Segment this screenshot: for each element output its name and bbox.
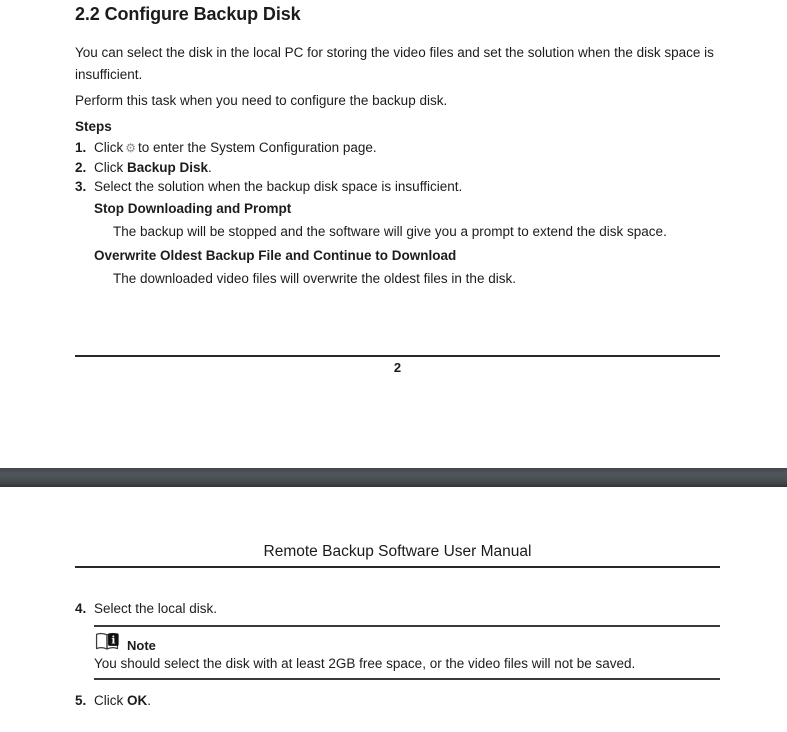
option-description: The downloaded video files will overwrite the oldest files in the disk. — [113, 271, 516, 286]
step-text: Click — [94, 160, 127, 175]
svg-text:i: i — [111, 634, 116, 647]
option-term: Stop Downloading and Prompt — [94, 201, 292, 216]
step-text: Select the local disk. — [94, 601, 218, 616]
note-book-icon — [94, 630, 125, 653]
steps-label: Steps — [75, 119, 112, 134]
step-text: Click — [94, 140, 124, 155]
note-bottom-rule — [94, 678, 720, 680]
note-text: You should select the disk with at least 2GB free space, or the video files will not be saved. — [94, 656, 636, 671]
section-heading: 2.2 Configure Backup Disk — [75, 4, 301, 24]
step-item-2 — [75, 158, 727, 177]
note-top-rule — [94, 625, 720, 627]
step-text: Select the solution when the backup disk space is insufficient. — [94, 179, 463, 194]
note-label: Note — [127, 638, 156, 653]
step-text: . — [147, 693, 152, 708]
step-number: 2. — [75, 160, 87, 175]
running-header-title: Remote Backup Software User Manual — [263, 543, 532, 560]
step-text-bold: OK — [127, 693, 148, 708]
step-item-5 — [75, 691, 727, 710]
page-footer-rule — [75, 355, 720, 357]
page-break-separator — [0, 468, 787, 487]
option-term: Overwrite Oldest Backup File and Continue to Download — [94, 248, 457, 263]
step-text-bold: Backup Disk — [127, 160, 209, 175]
step-item-3 — [75, 177, 727, 196]
step-item-1 — [75, 138, 727, 158]
step-text: Click — [94, 693, 127, 708]
step-text: to enter the System Configuration page. — [138, 140, 377, 155]
page-number: 2 — [393, 360, 402, 375]
step-text: . — [208, 160, 212, 175]
step-number: 4. — [75, 601, 87, 616]
gear-icon: ⚙ — [125, 141, 137, 155]
step-number: 1. — [75, 140, 87, 155]
intro-paragraph: You can select the disk in the local PC for storing the video files and set the solution when the disk space is insufficient. — [75, 45, 714, 82]
page-header-rule — [75, 566, 720, 568]
task-paragraph: Perform this task when you need to configure the backup disk. — [75, 93, 448, 108]
step-item-4 — [75, 599, 727, 618]
step-number: 3. — [75, 179, 87, 194]
step-number: 5. — [75, 693, 87, 708]
option-description: The backup will be stopped and the software will give you a prompt to extend the disk space. — [113, 224, 667, 239]
note-header — [94, 630, 156, 653]
